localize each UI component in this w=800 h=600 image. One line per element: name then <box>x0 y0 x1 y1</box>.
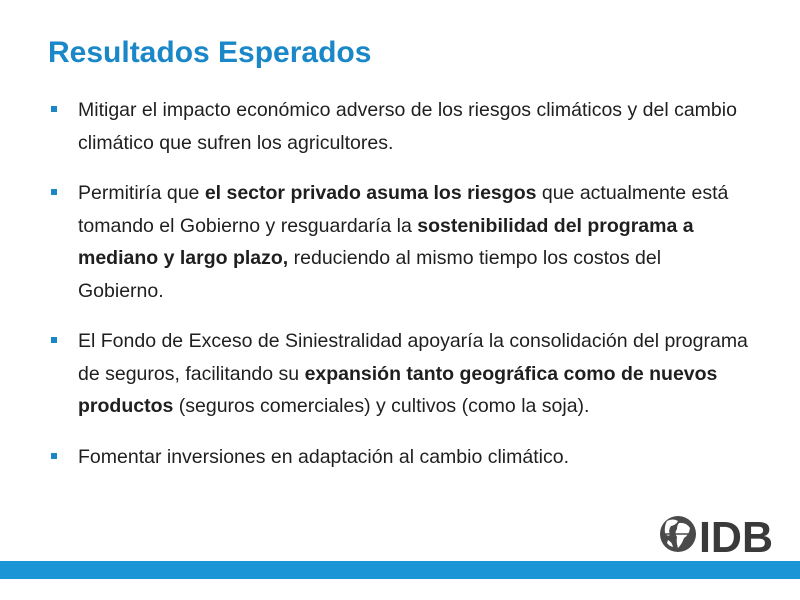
bullet-text-bold: el sector privado asuma los riesgos <box>204 182 537 204</box>
bullet-text-bold: sostenibilidad del programa a mediano y largo plazo, <box>78 214 694 269</box>
bullet-text: Mitigar el impacto económico adverso de los riesgos climáticos y del cambio climático que sufren los agricultores. <box>78 99 737 154</box>
bullet-text: Permitiría que <box>78 182 205 204</box>
bullet-text: reduciendo al mismo tiempo los costos del Gobierno. <box>78 247 662 302</box>
bullet-marker-icon <box>51 106 57 112</box>
bullet-item <box>48 441 748 474</box>
bullet-marker-icon <box>51 337 57 343</box>
idb-logo <box>659 511 775 557</box>
bullet-text: que actualmente está tomando el Gobierno y resguardaría la <box>78 182 729 237</box>
bullet-marker-icon <box>51 453 57 459</box>
bullet-text: (seguros comerciales) y cultivos (como la soja). <box>173 395 590 417</box>
bullet-list <box>48 94 748 491</box>
idb-logo-text: IDB <box>699 513 773 557</box>
bullet-item <box>48 94 748 159</box>
slide-title: Resultados Esperados <box>48 36 372 69</box>
bullet-text: El Fondo de Exceso de Siniestralidad apoyaría la consolidación del programa de seguros, facilitando su <box>78 330 748 385</box>
bullet-marker-icon <box>51 189 57 195</box>
bullet-text: Fomentar inversiones en adaptación al cambio climático. <box>78 445 569 468</box>
bullet-text-bold: expansión tanto geográfica como de nuevos productos <box>78 362 718 417</box>
bullet-item <box>48 177 748 307</box>
idb-globe-icon <box>660 516 696 552</box>
bottom-accent-bar <box>0 561 800 579</box>
bullet-item <box>48 325 748 423</box>
